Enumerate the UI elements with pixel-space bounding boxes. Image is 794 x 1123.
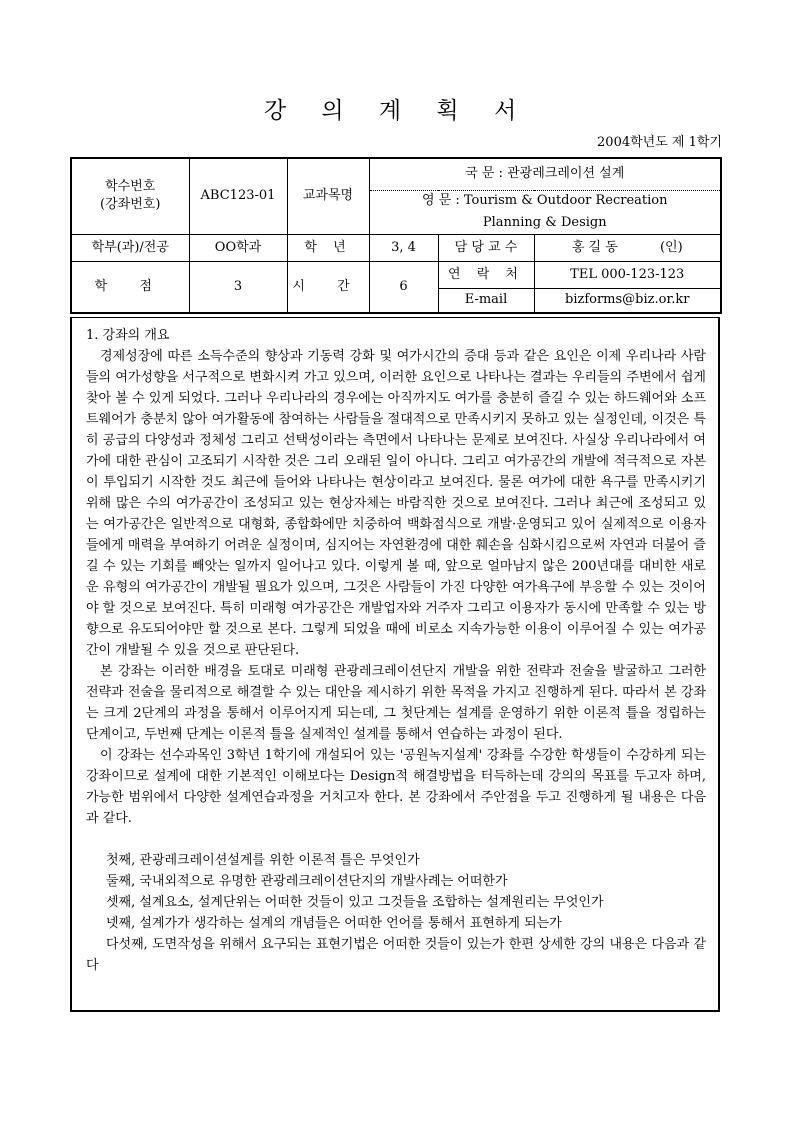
overview-paragraph-1: 경제성장에 따른 소득수준의 향상과 기동력 강화 및 여가시간의 증대 등과 같은 요인은 이제 우리나라 사람들의 여가성향을 서구적으로 변화시켜 가고 있으며, 이러한 요인으로 나타나는 결과는 우리들의 주변에서 쉽게 찾아 볼 수 있게 되었다. 그러나 우리나라의 경우에는 아직까지도 여가를 충분히 즐길 수 있는 하드웨어와 소프트웨어가 충분치 않아 여가활동에 참여하는 사람들을 절대적으로 만족시키지 못하고 있는 실정인데, 이것은 특히 공급의 다양성과 정체성 그리고 선택성이라는 측면에서 나타나는 문제로 보여진다. 사실상 우리나라에서 여가에 대한 관심이 고조되기 시작한 것은 그리 오래된 일이 아니다. 그리고 여가공간의 개발에 적극적으로 자본이 투입되기 시작한 것도 최근에 들어와 나타나는 현상이라고 보여진다. 물론 여가에 대한 욕구를 만족시키기 위해 많은 수의 여가공간이 조성되고 있는 현상자체는 바람직한 것으로 보여진다. 그러나 최근에 조성되고 있는 여가공간은 일반적으로 대형화, 종합화에만 치중하여 백화점식으로 개발·운영되고 있어 실제적으로 이용자들에게 매력을 부여하기 어려운 실정이며, 심지어는 자연환경에 대한 훼손을 심화시킴으로써 자연과 더불어 즐길 수 있는 기회를 빼앗는 일까지 일어나고 있다. 이렇게 볼 때, 앞으로 얼마남지 않은 200년대를 대비한 새로운 유형의 여가공간이 개발될 필요가 있으며, 그것은 사람들이 가진 다양한 여가욕구에 부응할 수 있는 것이어야 할 것으로 보여진다. 특히 미래형 여가공간은 개발업자와 거주자 그리고 이용자가 동시에 만족할 수 있는 방향으로 유도되어야만 할 것으로 본다. 그렇게 되었을 때에 비로소 지속가능한 이용이 이루어질 수 있는 여가공간이 개발될 수 있을 것으로 판단된다. bbox=[86, 349, 706, 658]
overview-paragraph-3: 이 강좌는 선수과목인 3학년 1학기에 개설되어 있는 '공원녹지설계' 강좌를 수강한 학생들이 수강하게 되는 강좌이므로 설계에 대한 기본적인 이해보다는 Design적 해결방법을 터득하는데 강의의 목표를 두고자 하며, 가능한 범위에서 다양한 설계연습과정을 거치고자 한다. 본 강좌에서 주안점을 두고 진행하게 될 내용은 다음과 같다. bbox=[86, 748, 706, 826]
hours-value: 6 bbox=[369, 261, 438, 313]
credit-label: 학 점 bbox=[71, 261, 189, 313]
term-label: 2004학년도 제 1학기 bbox=[597, 135, 722, 150]
course-no: ABC123-01 bbox=[189, 158, 287, 234]
course-name-en-2: Planning & Design bbox=[369, 212, 721, 234]
year-value: 3, 4 bbox=[369, 234, 438, 261]
email-label: E-mail bbox=[438, 288, 534, 313]
professor-label: 담 당 교 수 bbox=[438, 234, 534, 261]
page-title: 강 의 계 획 서 bbox=[263, 98, 531, 124]
tel-value: TEL 000-123-123 bbox=[534, 261, 721, 288]
course-name-en-1: 영 문 : Tourism & Outdoor Recreation bbox=[369, 190, 721, 212]
dept-value: OO학과 bbox=[189, 234, 287, 261]
email-value: bizforms@biz.or.kr bbox=[534, 288, 721, 313]
hours-label: 시 간 bbox=[287, 261, 369, 313]
professor-name: 홍 길 동 bbox=[571, 239, 618, 255]
course-info-table bbox=[70, 157, 722, 314]
professor-value bbox=[534, 234, 721, 261]
list-item: 셋째, 설계요소, 설계단위는 어떠한 것들이 있고 그것들을 조합하는 설계원리는 무엇인가 bbox=[106, 895, 604, 910]
section-heading: 1. 강좌의 개요 bbox=[86, 328, 170, 343]
year-label: 학 년 bbox=[287, 234, 369, 261]
course-no-label: 학수번호 (강좌번호) bbox=[71, 158, 189, 234]
seal-mark: (인) bbox=[659, 239, 683, 255]
credit-value: 3 bbox=[189, 261, 287, 313]
course-name-kr: 국 문 : 관광레크레이션 설계 bbox=[369, 158, 721, 190]
dept-label: 학부(과)/전공 bbox=[71, 234, 189, 261]
course-overview bbox=[86, 325, 706, 976]
list-item: 넷째, 설계가가 생각하는 설계의 개념들은 어떠한 언어를 통해서 표현하게 되는가 bbox=[106, 916, 562, 931]
contact-label: 연 락 처 bbox=[438, 261, 534, 288]
list-item: 둘째, 국내외적으로 유명한 관광레크레이션단지의 개발사례는 어떠한가 bbox=[106, 874, 508, 889]
overview-paragraph-2: 본 강좌는 이러한 배경을 토대로 미래형 관광레크레이션단지 개발을 위한 전략과 전술을 발굴하고 그러한 전략과 전술을 물리적으로 해결할 수 있는 대안을 제시하기 위한 목적을 가지고 진행하게 된다. 따라서 본 강좌는 크게 2단계의 과정을 통해서 이루어지게 되는데, 그 첫단계는 설계를 운영하기 위한 이론적 틀을 정립하는 단계이고, 두번째 단계는 이론적 틀을 실제적인 설계를 통해서 연습하는 과정이 된다. bbox=[86, 664, 706, 742]
course-name-label: 교과목명 bbox=[287, 158, 369, 234]
list-item: 다섯째, 도면작성을 위해서 요구되는 표현기법은 어떠한 것들이 있는가 한편 상세한 강의 내용은 다음과 같다 bbox=[86, 937, 706, 973]
list-item: 첫째, 관광레크레이션설계를 위한 이론적 틀은 무엇인가 bbox=[106, 853, 420, 868]
